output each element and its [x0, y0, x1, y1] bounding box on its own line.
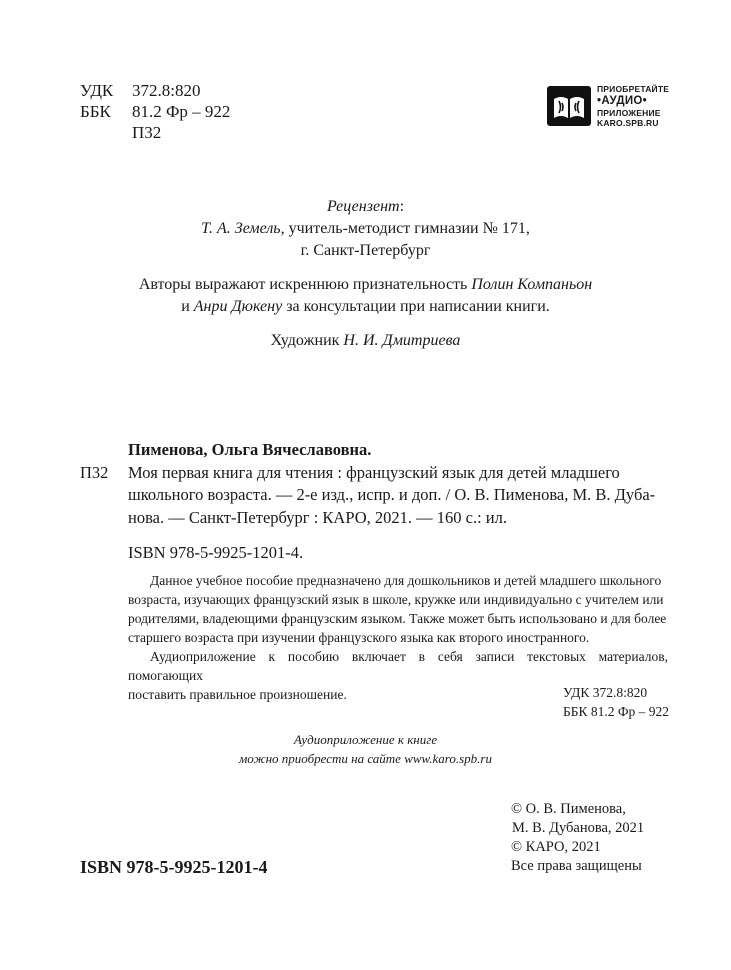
udk-label: УДК	[80, 81, 114, 100]
badge-line-4: KARO.SPB.RU	[597, 118, 659, 128]
catalog-author: Пименова, Ольга Вячеславовна.	[128, 440, 372, 459]
audio-note-line-2: можно приобрести на сайте www.karo.spb.ru	[239, 751, 492, 766]
annotation-paragraph-2: Аудиоприложение к пособию включает в себя записи текстовых материалов, помогающих	[128, 649, 668, 683]
reviewer-name: Т. А. Земель	[201, 220, 281, 237]
reviewer-label-line: Рецензент:	[326, 198, 405, 215]
udk-value: 372.8:820	[132, 81, 201, 100]
classification-codes	[80, 80, 230, 143]
copyright-block	[511, 800, 644, 876]
thanks-line-1: Авторы выражают искреннюю признательность Полин Компаньон	[138, 276, 593, 293]
right-bbk: ББК 81.2 Фр – 922	[562, 704, 669, 719]
catalog-line-1: Моя первая книга для чтения : французский язык для детей младшего	[128, 462, 620, 482]
copyright-line-2: М. В. Дубанова, 2021	[512, 820, 645, 836]
reviewer-label: Рецензент	[326, 198, 400, 215]
right-udk: УДК 372.8:820	[562, 685, 648, 700]
thanks-name-1: Полин Компаньон	[471, 276, 593, 293]
badge-line-1: ПРИОБРЕТАЙТЕ	[597, 84, 670, 94]
reviewer-position: , учитель-методист гимназии № 171,	[280, 220, 530, 237]
annotation-line-2: возраста, изучающих французский язык в школе, кружке или индивидуально с учителем или	[128, 592, 664, 607]
badge-line-3: ПРИЛОЖЕНИЕ	[597, 107, 661, 118]
annotation-paragraph-1: Данное учебное пособие предназначено для дошкольников и детей младшего школьного	[150, 573, 662, 588]
udk-row	[80, 80, 230, 101]
audio-badge	[547, 84, 669, 129]
catalog-line-3: нова. — Санкт-Петербург : КАРО, 2021. — 160 с.: ил.	[128, 507, 507, 527]
catalog-body	[80, 462, 670, 530]
author-mark-row	[80, 122, 230, 143]
catalog-entry	[80, 439, 670, 565]
acknowledgements	[0, 274, 731, 318]
catalog-line-2: школьного возраста. — 2-е изд., испр. и доп. / О. В. Пименова, М. В. Дуба-	[128, 485, 656, 504]
annotation-line-4: старшего возраста при изучении французского языка как второго иностранного.	[128, 630, 590, 645]
bbk-value: 81.2 Фр – 922	[132, 102, 231, 121]
bbk-label: ББК	[80, 102, 111, 121]
annotation-line-6: поставить правильное произношение.	[128, 687, 347, 702]
copyright-line-3: © КАРО, 2021	[511, 839, 601, 855]
thanks-line-2: и Анри Дюкену за консультации при написании книги.	[181, 298, 550, 315]
artist-line: Художник Н. И. Дмитриева	[270, 332, 461, 349]
right-codes	[563, 683, 669, 721]
thanks-name-2: Анри Дюкену	[193, 298, 283, 315]
catalog-code: П32	[80, 462, 109, 482]
badge-text	[597, 84, 669, 129]
annotation-line-3: родителями, владеющими французским языком. Также может быть использовано и для более	[128, 611, 667, 626]
audio-note	[0, 730, 731, 768]
copyright-line-1: © О. В. Пименова,	[511, 801, 626, 817]
artist-name: Н. И. Дмитриева	[343, 332, 461, 349]
reviewer-city: г. Санкт-Петербург	[300, 242, 431, 259]
reviewer-block	[0, 196, 731, 262]
reviewer-name-line	[0, 218, 731, 240]
catalog-isbn: ISBN 978-5-9925-1201-4.	[128, 543, 304, 562]
copyright-line-4: Все права защищены	[511, 858, 642, 874]
bbk-row	[80, 101, 230, 122]
open-book-sound-icon	[547, 86, 591, 126]
author-mark: П32	[132, 123, 162, 142]
isbn-bottom: ISBN 978-5-9925-1201-4	[80, 857, 268, 877]
badge-line-2: •АУДИО•	[597, 94, 647, 107]
audio-note-line-1: Аудиоприложение к книге	[293, 732, 438, 747]
